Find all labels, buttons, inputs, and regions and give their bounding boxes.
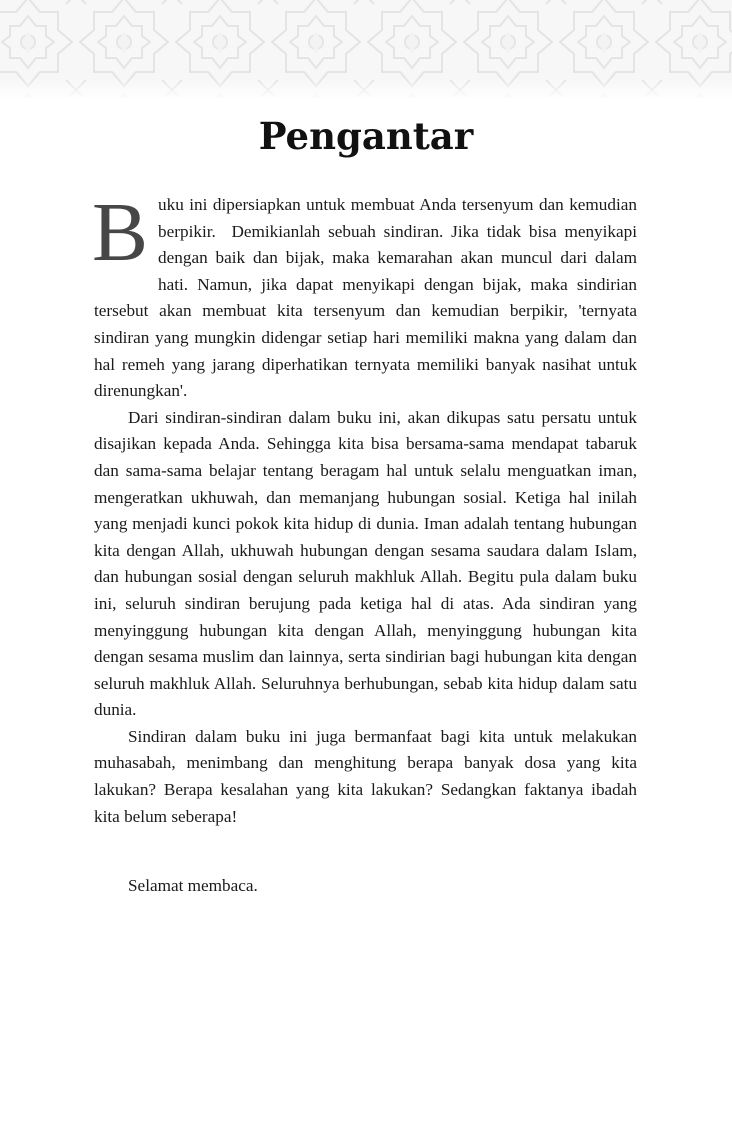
header-ornament-band [0,0,732,98]
drop-cap: B [92,186,149,279]
ornament-pattern [0,0,732,98]
paragraph-1-text: uku ini dipersiapkan untuk membuat Anda tersenyum dan kemudian berpikir. Demikianlah sebuah sindiran. Jika tidak bisa menyikapi dengan baik dan bijak, maka kemarahan akan muncul dari dalam hati. Namun, jika dapat menyikapi dengan bijak, maka sindirian tersebut akan membuat kita tersenyum dan kemudian berpikir, 'ternyata sindiran yang mungkin didengar setiap hari memiliki makna yang dalam dan hal remeh yang jarang diperhatikan ternyata memiliki banyak nasihat untuk direnungkan'. [94,195,637,401]
page-title: Pengantar [258,114,474,158]
closing-line: Selamat membaca. [128,876,258,896]
paragraph-2: Dari sindiran-sindiran dalam buku ini, akan dikupas satu persatu untuk disajikan kepada Anda. Sehingga kita bisa bersama-sama mendapat tabaruk dan sama-sama belajar tentang beragam hal untuk selalu menguatkan iman, mengeratkan ukhuwah, dan memanjang hubungan sosial. Ketiga hal inilah yang menjadi kunci pokok kita hidup di dunia. Iman adalah tentang hubungan kita dengan Allah, ukhuwah hubungan dengan sesama saudara dalam Islam, dan hubungan sosial dengan seluruh makhluk Allah. Begitu pula dalam buku ini, seluruh sindiran berujung pada ketiga hal di atas. Ada sindiran yang menyinggung hubungan kita dengan Allah, menyinggung hubungan kita dengan sesama muslim dan lainnya, serta sindirian bagi hubungan kita dengan seluruh makhluk Allah. Seluruhnya berhubungan, sebab kita hidup dalam satu dunia. [94,407,637,720]
body-text [92,186,637,900]
paragraph-1 [92,186,637,405]
paragraph-3: Sindiran dalam buku ini juga bermanfaat bagi kita untuk melakukan muhasabah, menimbang dan menghitung berapa banyak dosa yang kita lakukan? Berapa kesalahan yang kita lakukan? Sedangkan faktanya ibadah kita belum seberapa! [94,726,637,826]
